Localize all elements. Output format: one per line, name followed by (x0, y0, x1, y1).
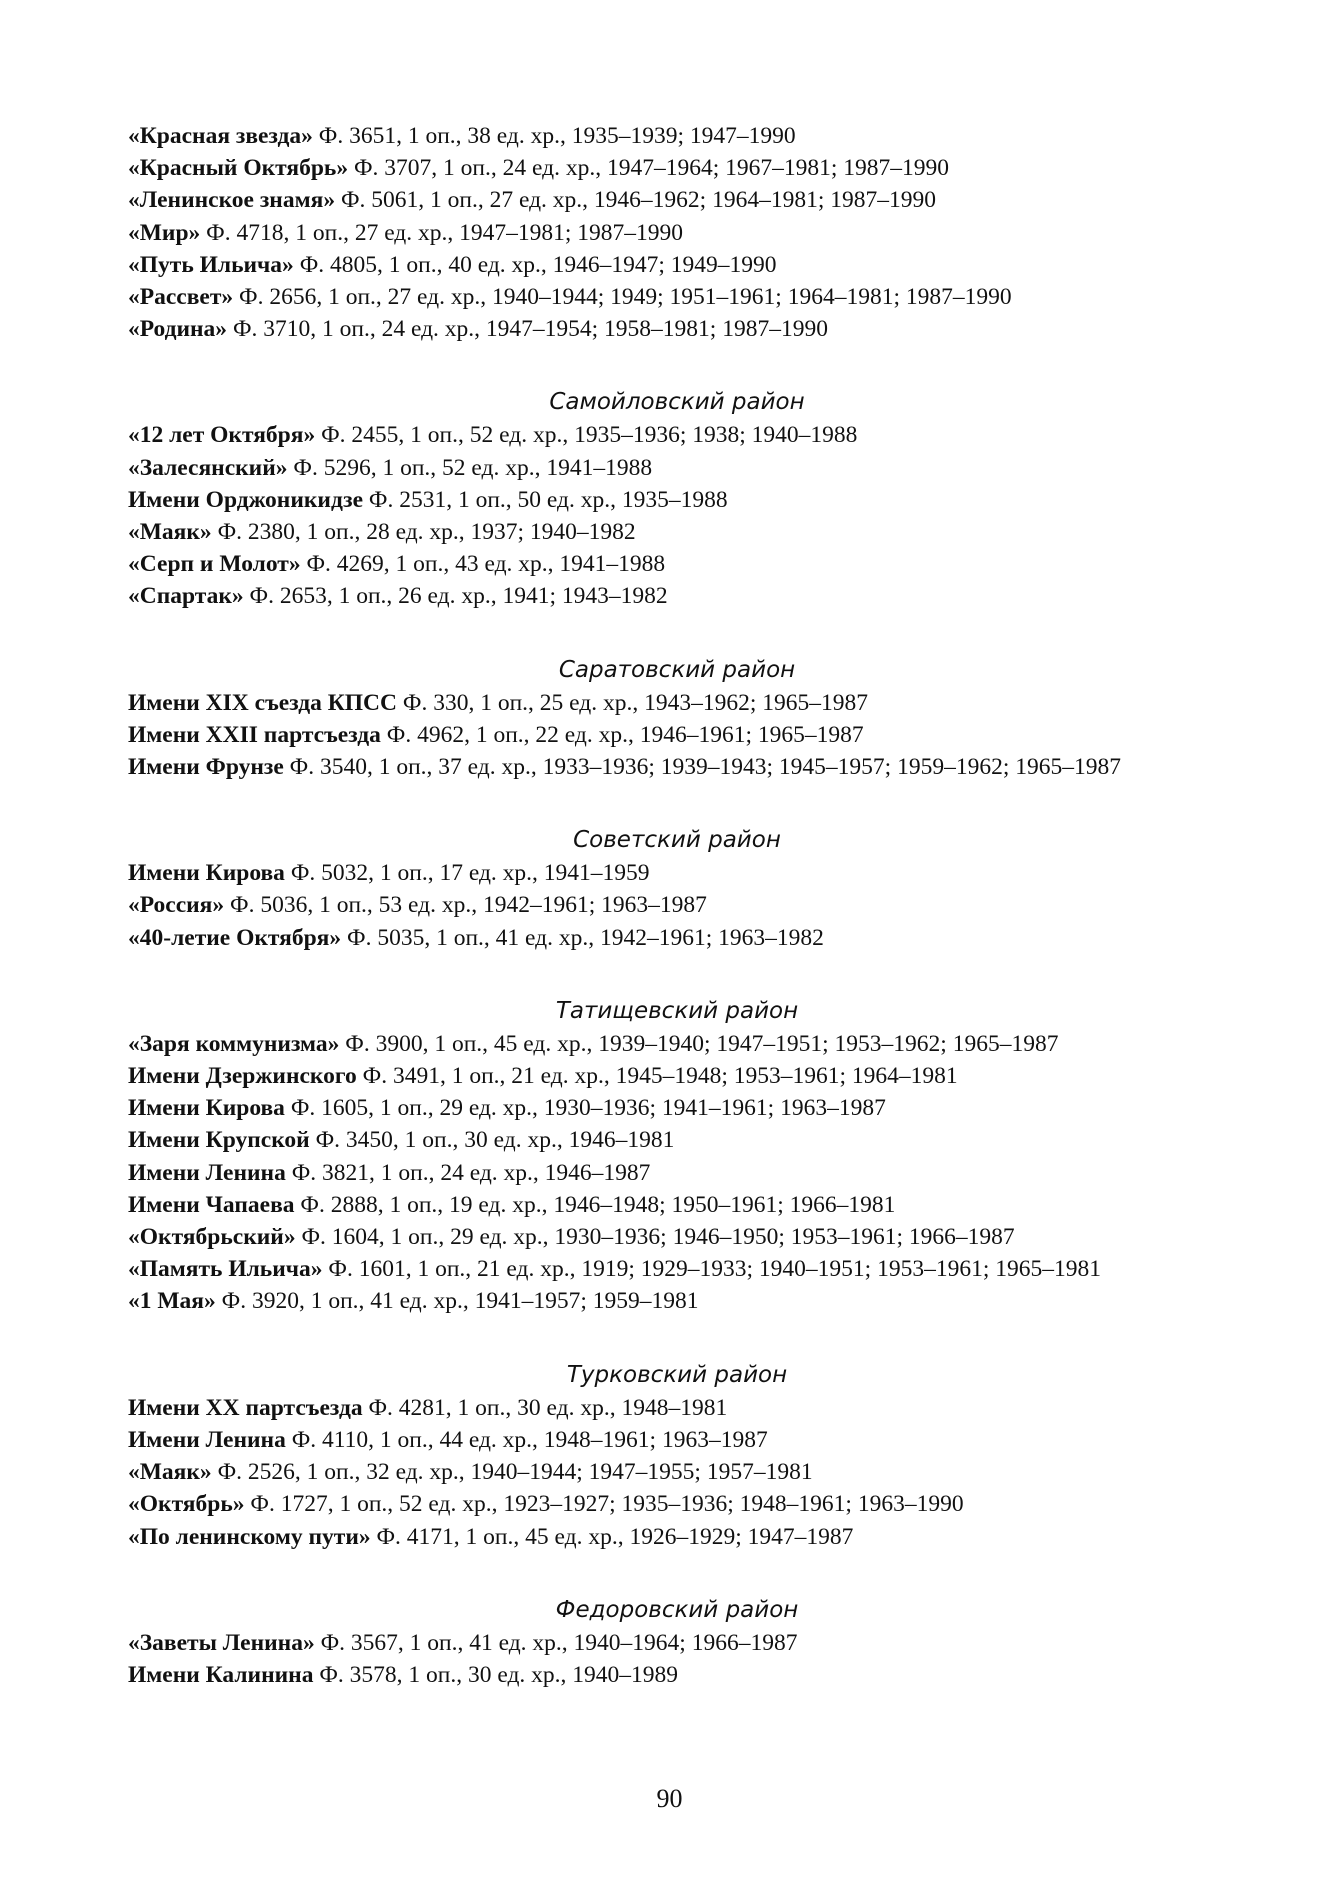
entry (128, 1627, 1226, 1659)
entry-details: Ф. 5032, 1 оп., 17 ед. хр., 1941–1959 (284, 860, 650, 887)
section (128, 655, 1226, 784)
entry-name: «Путь Ильича» (128, 251, 294, 278)
entry-details: Ф. 3651, 1 оп., 38 ед. хр., 1935–1939; 1947–1990 (312, 123, 796, 149)
entry (128, 419, 1226, 451)
entry (128, 751, 1226, 783)
entry-name: «Октябрь» (128, 1491, 245, 1518)
entry-details: Ф. 3900, 1 оп., 45 ед. хр., 1939–1940; 1947–1951; 1953–1962; 1965–1987 (339, 1030, 1059, 1057)
entry-details: Ф. 2656, 1 оп., 27 ед. хр., 1940–1944; 1949; 1951–1961; 1964–1981; 1987–1990 (233, 284, 1012, 311)
section (128, 120, 1226, 345)
entry (128, 1521, 1226, 1553)
entry-name: «Спартак» (128, 583, 244, 610)
entry-details: Ф. 1601, 1 оп., 21 ед. хр., 1919; 1929–1933; 1940–1951; 1953–1961; 1965–1981 (322, 1256, 1101, 1283)
entry-name: Имени Калинина (128, 1661, 314, 1688)
entry-name: Имени Орджоникидзе (128, 486, 364, 513)
entry-name: Имени Крупской (128, 1127, 310, 1154)
entry (128, 1028, 1226, 1060)
section-title: Федоровский район (555, 1596, 799, 1623)
section (128, 1595, 1226, 1691)
entry-details: Ф. 2531, 1 оп., 50 ед. хр., 1935–1988 (363, 486, 728, 513)
entry-details: Ф. 4962, 1 оп., 22 ед. хр., 1946–1961; 1965–1987 (380, 721, 864, 748)
entry-name: «Красная звезда» (128, 123, 313, 149)
entry (128, 249, 1226, 281)
entry (128, 1424, 1226, 1456)
entry (128, 484, 1226, 516)
entry-name: «1 Мая» (128, 1288, 216, 1315)
entry-name: Имени Ленина (128, 1159, 286, 1186)
entry (128, 1060, 1226, 1092)
entry-name: «Рассвет» (128, 284, 234, 311)
entry (128, 889, 1226, 921)
entry-name: «12 лет Октября» (128, 422, 316, 449)
entry (128, 1392, 1226, 1424)
entry-details: Ф. 3491, 1 оп., 21 ед. хр., 1945–1948; 1953–1961; 1964–1981 (356, 1063, 958, 1090)
entry (128, 1157, 1226, 1189)
entry (128, 1092, 1226, 1124)
entry-details: Ф. 3920, 1 оп., 41 ед. хр., 1941–1957; 1959–1981 (215, 1288, 699, 1315)
entry-name: «Серп и Молот» (128, 551, 301, 578)
entry-details: Ф. 1605, 1 оп., 29 ед. хр., 1930–1936; 1941–1961; 1963–1987 (284, 1095, 886, 1122)
entry-details: Ф. 3540, 1 оп., 37 ед. хр., 1933–1936; 1939–1943; 1945–1957; 1959–1962; 1965–1987 (283, 754, 1121, 781)
entry (128, 922, 1226, 954)
section-title: Турковский район (566, 1361, 788, 1388)
section (128, 1360, 1226, 1553)
entry-details: Ф. 2888, 1 оп., 19 ед. хр., 1946–1948; 1950–1961; 1966–1981 (294, 1191, 896, 1218)
entry-details: Ф. 5296, 1 оп., 52 ед. хр., 1941–1988 (287, 454, 653, 481)
entry (128, 184, 1226, 216)
entry-name: «Заря коммунизма» (128, 1030, 340, 1057)
entry (128, 120, 1226, 152)
entry-details: Ф. 4281, 1 оп., 30 ед. хр., 1948–1981 (362, 1394, 728, 1421)
entry-name: Имени XXII партсъезда (128, 721, 381, 748)
entry-details: Ф. 4171, 1 оп., 45 ед. хр., 1926–1929; 1947–1987 (370, 1523, 854, 1550)
entry-name: «Октябрьский» (128, 1224, 296, 1251)
entry (128, 1124, 1226, 1156)
entry-name: «Ленинское знамя» (128, 187, 336, 214)
entry-details: Ф. 2455, 1 оп., 52 ед. хр., 1935–1936; 1938; 1940–1988 (315, 422, 858, 449)
entry-details: Ф. 3450, 1 оп., 30 ед. хр., 1946–1981 (309, 1127, 675, 1154)
entry-name: «40-летие Октября» (128, 924, 342, 951)
entry (128, 1189, 1226, 1221)
entry (128, 857, 1226, 889)
entry-name: «Родина» (128, 316, 228, 343)
section (128, 996, 1226, 1318)
entry-details: Ф. 4110, 1 оп., 44 ед. хр., 1948–1961; 1963–1987 (285, 1426, 768, 1453)
entry-details: Ф. 330, 1 оп., 25 ед. хр., 1943–1962; 1965–1987 (397, 689, 868, 716)
entry-name: Имени Фрунзе (128, 754, 284, 781)
entry (128, 1488, 1226, 1520)
entry-name: Имени Кирова (128, 860, 285, 887)
entry (128, 1221, 1226, 1253)
entry-details: Ф. 2526, 1 оп., 32 ед. хр., 1940–1944; 1947–1955; 1957–1981 (211, 1459, 813, 1486)
entry-name: «Мир» (128, 219, 201, 246)
entry-name: «По ленинскому пути» (128, 1523, 371, 1550)
entry-name: «Красный Октябрь» (128, 155, 349, 182)
entry-name: «Память Ильича» (128, 1256, 323, 1283)
sections-container (128, 120, 1226, 1691)
entry-name: Имени Чапаева (128, 1191, 295, 1218)
entry-name: «Залесянский» (128, 454, 288, 481)
entry-name: «Заветы Ленина» (128, 1629, 315, 1656)
entry (128, 313, 1226, 345)
entry-details: Ф. 5036, 1 оп., 53 ед. хр., 1942–1961; 1963–1987 (224, 892, 707, 919)
entry-details: Ф. 2653, 1 оп., 26 ед. хр., 1941; 1943–1982 (243, 583, 668, 610)
entry (128, 1253, 1226, 1285)
entry-details: Ф. 3567, 1 оп., 41 ед. хр., 1940–1964; 1966–1987 (314, 1629, 798, 1656)
entry (128, 281, 1226, 313)
entry (128, 687, 1226, 719)
entry-details: Ф. 5035, 1 оп., 41 ед. хр., 1942–1961; 1963–1982 (341, 924, 824, 951)
section-title: Самойловский район (549, 389, 805, 416)
entry-name: «Россия» (128, 892, 225, 919)
entry-name: Имени Кирова (128, 1095, 285, 1122)
entry-name: «Маяк» (128, 519, 212, 546)
entry-details: Ф. 3821, 1 оп., 24 ед. хр., 1946–1987 (285, 1159, 651, 1186)
entry-details: Ф. 3710, 1 оп., 24 ед. хр., 1947–1954; 1958–1981; 1987–1990 (227, 316, 828, 343)
entry (128, 152, 1226, 184)
section (128, 825, 1226, 954)
entry-details: Ф. 2380, 1 оп., 28 ед. хр., 1937; 1940–1982 (211, 519, 636, 546)
entry-details: Ф. 1604, 1 оп., 29 ед. хр., 1930–1936; 1946–1950; 1953–1961; 1966–1987 (295, 1224, 1015, 1251)
entry (128, 1659, 1226, 1691)
entry (128, 1285, 1226, 1317)
section-title: Советский район (573, 827, 781, 854)
entry-name: Имени XX партсъезда (128, 1394, 363, 1421)
section (128, 387, 1226, 612)
entry-name: Имени Ленина (128, 1426, 286, 1453)
entry-details: Ф. 3707, 1 оп., 24 ед. хр., 1947–1964; 1967–1981; 1987–1990 (348, 155, 950, 182)
entry (128, 452, 1226, 484)
entry (128, 217, 1226, 249)
entry (128, 1456, 1226, 1488)
document-page (128, 120, 1226, 1691)
entry-details: Ф. 4718, 1 оп., 27 ед. хр., 1947–1981; 1987–1990 (200, 219, 684, 246)
entry (128, 719, 1226, 751)
entry-name: Имени XIX съезда КПСС (128, 689, 397, 716)
entry (128, 516, 1226, 548)
section-title: Саратовский район (558, 656, 796, 683)
entry-details: Ф. 5061, 1 оп., 27 ед. хр., 1946–1962; 1964–1981; 1987–1990 (335, 187, 936, 214)
entry-name: Имени Дзержинского (128, 1063, 357, 1090)
entry-name: «Маяк» (128, 1459, 212, 1486)
entry (128, 580, 1226, 612)
entry-details: Ф. 3578, 1 оп., 30 ед. хр., 1940–1989 (313, 1661, 679, 1688)
page-number: 90 (656, 1784, 683, 1813)
section-title: Татищевский район (555, 997, 799, 1024)
entry (128, 548, 1226, 580)
entry-details: Ф. 4805, 1 оп., 40 ед. хр., 1946–1947; 1949–1990 (293, 251, 777, 278)
entry-details: Ф. 4269, 1 оп., 43 ед. хр., 1941–1988 (300, 551, 666, 578)
entry-details: Ф. 1727, 1 оп., 52 ед. хр., 1923–1927; 1935–1936; 1948–1961; 1963–1990 (244, 1491, 964, 1518)
